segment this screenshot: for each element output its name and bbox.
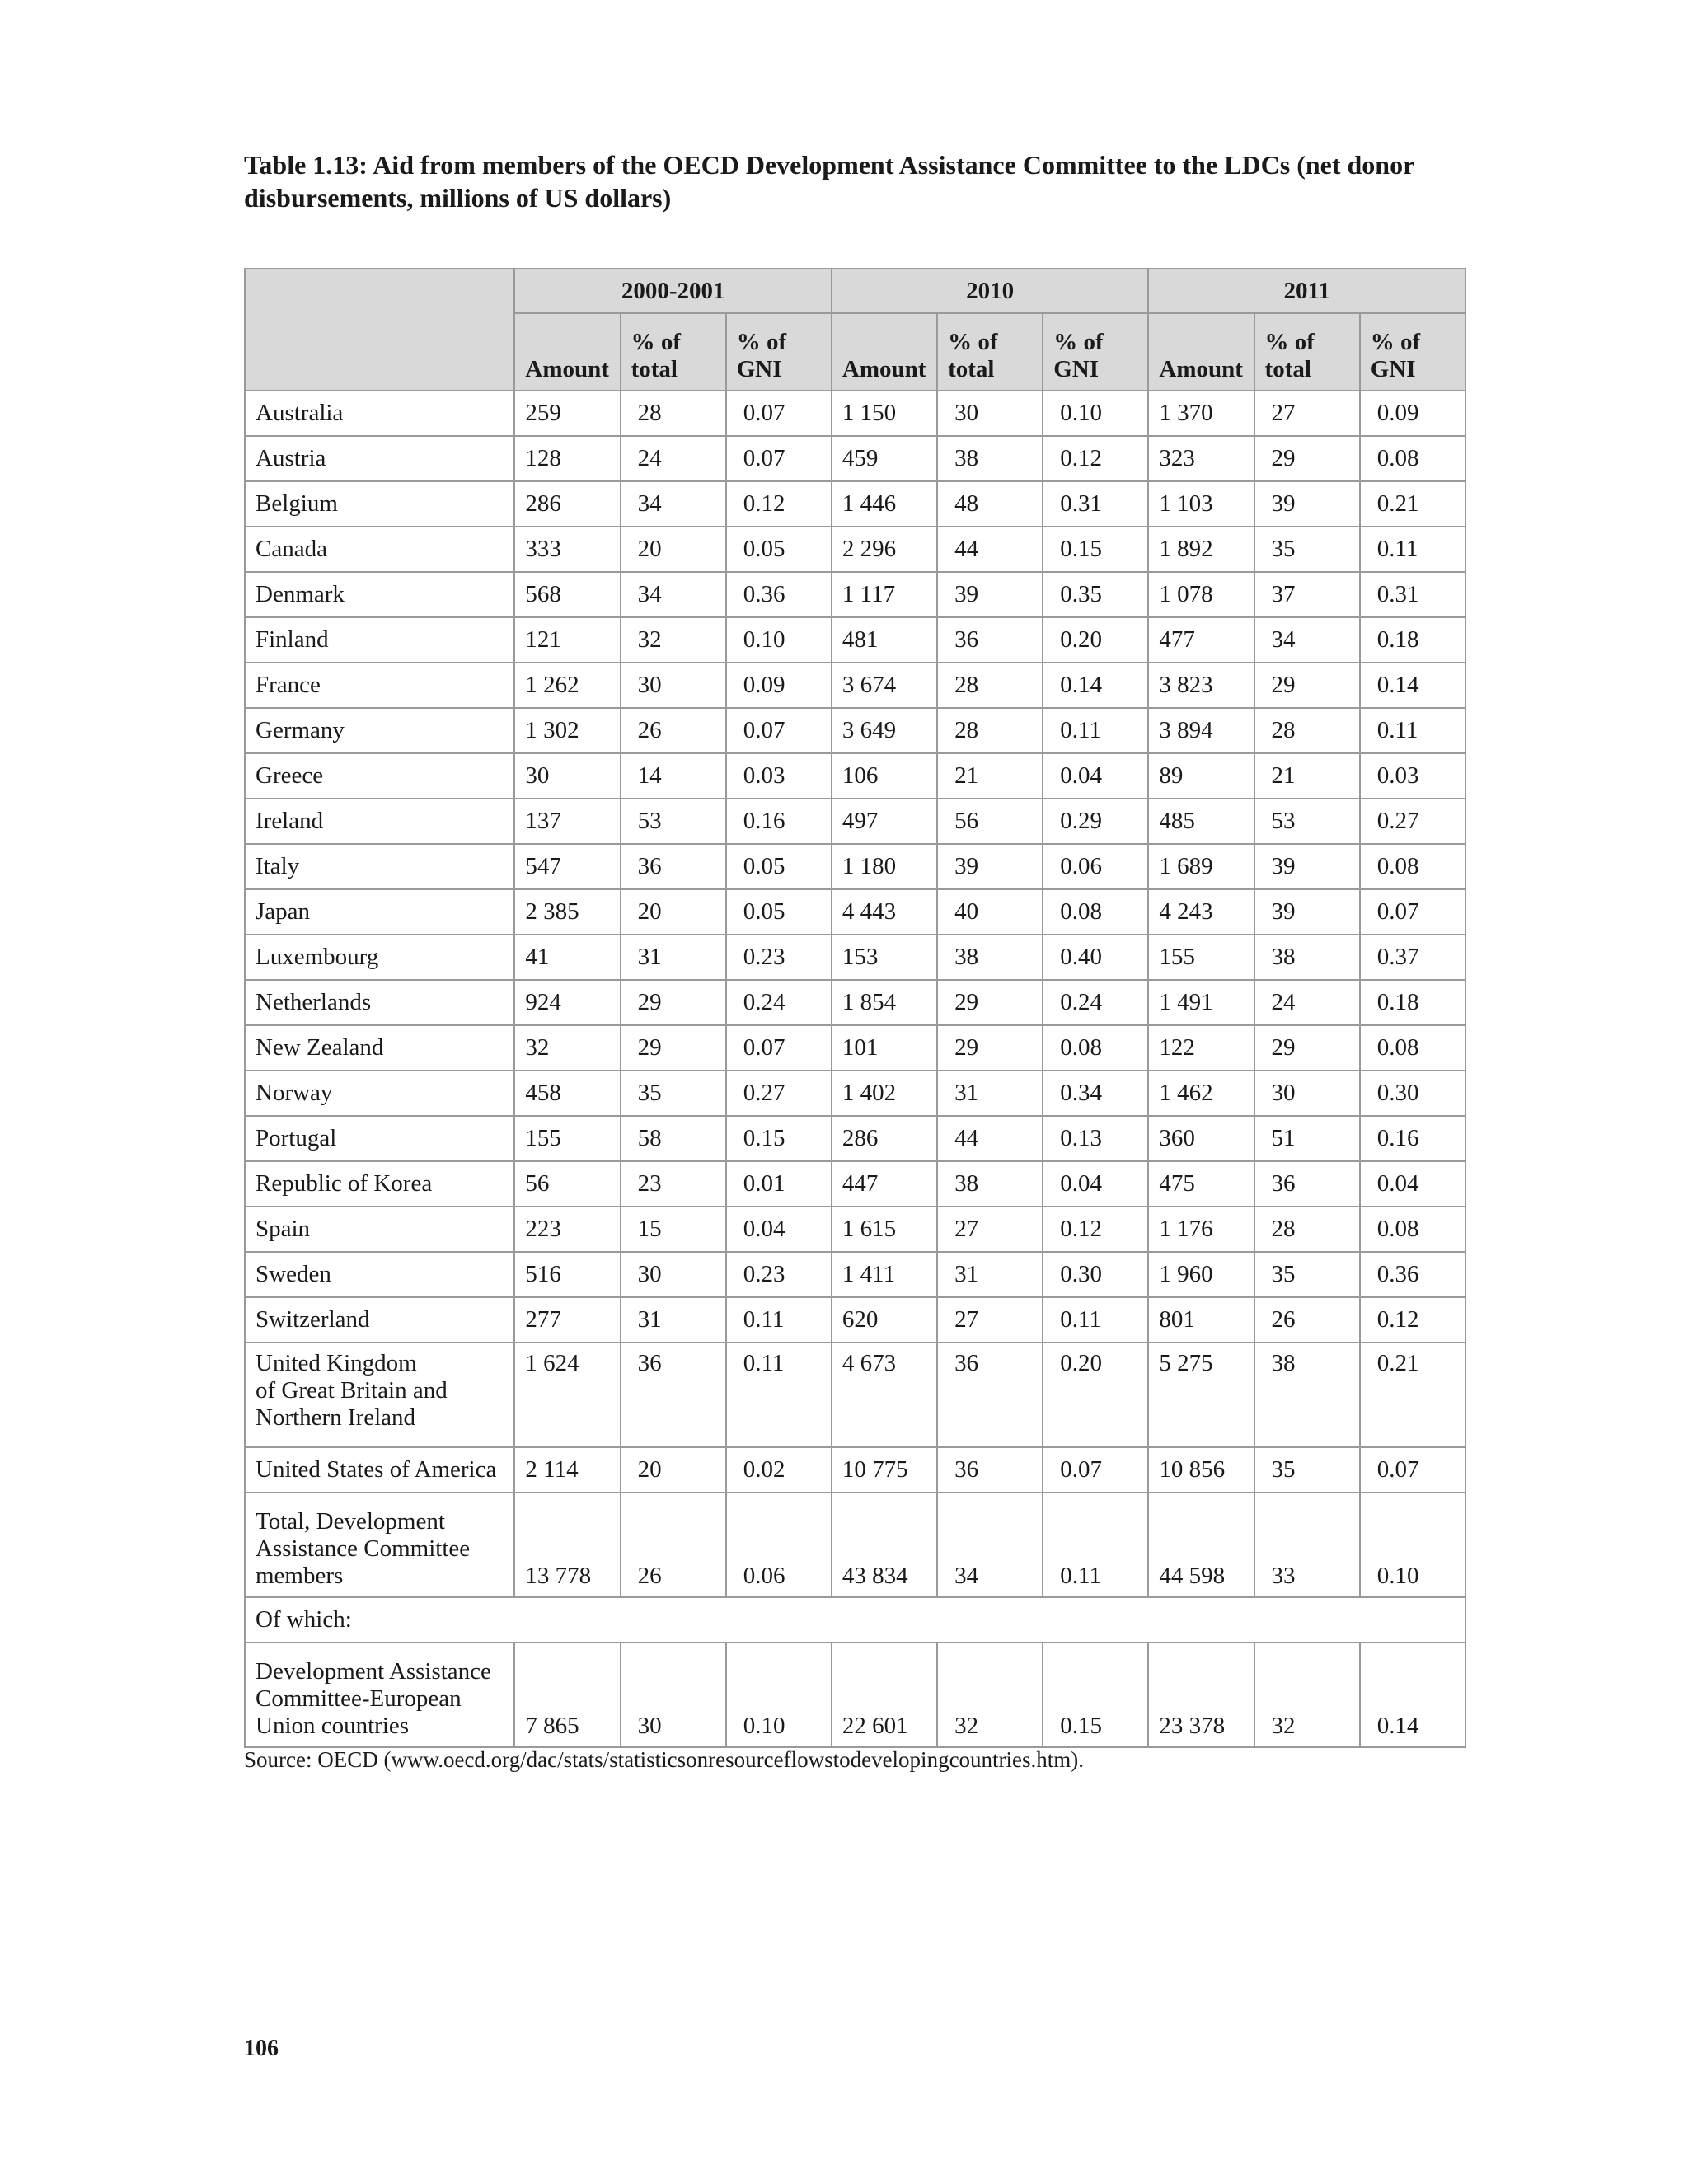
value-cell: 51	[1254, 1116, 1360, 1161]
value-cell: 0.30	[1043, 1252, 1148, 1297]
value-cell: 48	[937, 481, 1043, 527]
table-row	[245, 753, 1465, 799]
value-cell: 153	[832, 935, 937, 980]
value-cell: 0.01	[726, 1161, 832, 1207]
value-cell: 620	[832, 1297, 937, 1343]
value-cell: 38	[937, 436, 1043, 481]
value-cell: 56	[937, 799, 1043, 844]
value-cell: 0.11	[726, 1343, 832, 1447]
value-cell: 27	[1254, 391, 1360, 436]
value-cell: 0.11	[1360, 527, 1465, 572]
value-cell: 30	[621, 663, 726, 708]
country-cell: Austria	[245, 436, 514, 481]
value-cell: 0.37	[1360, 935, 1465, 980]
value-cell: 30	[1254, 1071, 1360, 1116]
value-cell: 13 778	[514, 1493, 620, 1597]
table-row	[245, 617, 1465, 663]
value-cell: 38	[937, 1161, 1043, 1207]
value-cell: 10 775	[832, 1447, 937, 1493]
value-cell: 0.03	[726, 753, 832, 799]
country-cell: Belgium	[245, 481, 514, 527]
value-cell: 44	[937, 527, 1043, 572]
aid-table	[244, 268, 1466, 1748]
value-cell: 20	[621, 1447, 726, 1493]
value-cell: 0.34	[1043, 1071, 1148, 1116]
value-cell: 21	[1254, 753, 1360, 799]
value-cell: 0.09	[1360, 391, 1465, 436]
value-cell: 21	[937, 753, 1043, 799]
value-cell: 485	[1148, 799, 1254, 844]
value-cell: 44 598	[1148, 1493, 1254, 1597]
value-cell: 0.05	[726, 889, 832, 935]
of-which-label: Of which:	[245, 1597, 1465, 1643]
of-which-row	[245, 1597, 1465, 1643]
value-cell: 0.08	[1360, 436, 1465, 481]
value-cell: 0.31	[1043, 481, 1148, 527]
value-cell: 0.20	[1043, 617, 1148, 663]
country-cell: Canada	[245, 527, 514, 572]
table-row	[245, 1297, 1465, 1343]
value-cell: 0.18	[1360, 980, 1465, 1025]
value-cell: 34	[621, 572, 726, 617]
country-cell: Republic of Korea	[245, 1161, 514, 1207]
country-cell: United States of America	[245, 1447, 514, 1493]
value-cell: 23	[621, 1161, 726, 1207]
value-cell: 0.08	[1360, 844, 1465, 889]
value-cell: 0.14	[1043, 663, 1148, 708]
value-cell: 5 275	[1148, 1343, 1254, 1447]
value-cell: 0.15	[726, 1116, 832, 1161]
value-cell: 0.05	[726, 527, 832, 572]
value-cell: 22 601	[832, 1643, 937, 1747]
period-header: 2010	[832, 269, 1148, 313]
value-cell: 458	[514, 1071, 620, 1116]
value-cell: 137	[514, 799, 620, 844]
value-cell: 0.12	[1043, 1207, 1148, 1252]
value-cell: 36	[621, 1343, 726, 1447]
value-cell: 0.08	[1360, 1207, 1465, 1252]
value-cell: 360	[1148, 1116, 1254, 1161]
table-row	[245, 391, 1465, 436]
table-row	[245, 844, 1465, 889]
subheader: % of total	[1254, 313, 1360, 391]
value-cell: 0.24	[1043, 980, 1148, 1025]
table-row	[245, 1207, 1465, 1252]
country-cell: Finland	[245, 617, 514, 663]
value-cell: 4 443	[832, 889, 937, 935]
value-cell: 0.10	[726, 617, 832, 663]
value-cell: 30	[937, 391, 1043, 436]
value-cell: 0.07	[726, 708, 832, 753]
value-cell: 2 114	[514, 1447, 620, 1493]
value-cell: 39	[1254, 889, 1360, 935]
value-cell: 0.04	[1043, 1161, 1148, 1207]
value-cell: 259	[514, 391, 620, 436]
value-cell: 0.30	[1360, 1071, 1465, 1116]
value-cell: 29	[937, 980, 1043, 1025]
value-cell: 0.15	[1043, 1643, 1148, 1747]
table-row	[245, 481, 1465, 527]
value-cell: 0.21	[1360, 481, 1465, 527]
value-cell: 0.16	[726, 799, 832, 844]
value-cell: 286	[832, 1116, 937, 1161]
value-cell: 0.08	[1043, 1025, 1148, 1071]
value-cell: 4 243	[1148, 889, 1254, 935]
value-cell: 1 103	[1148, 481, 1254, 527]
value-cell: 3 823	[1148, 663, 1254, 708]
value-cell: 27	[937, 1207, 1043, 1252]
value-cell: 0.04	[726, 1207, 832, 1252]
table-row	[245, 1252, 1465, 1297]
value-cell: 39	[937, 844, 1043, 889]
value-cell: 32	[1254, 1643, 1360, 1747]
value-cell: 1 960	[1148, 1252, 1254, 1297]
value-cell: 29	[1254, 1025, 1360, 1071]
value-cell: 29	[621, 980, 726, 1025]
value-cell: 0.23	[726, 935, 832, 980]
value-cell: 0.13	[1043, 1116, 1148, 1161]
table-row	[245, 1447, 1465, 1493]
value-cell: 29	[937, 1025, 1043, 1071]
eu-row	[245, 1643, 1465, 1747]
country-cell: New Zealand	[245, 1025, 514, 1071]
value-cell: 24	[621, 436, 726, 481]
value-cell: 1 302	[514, 708, 620, 753]
value-cell: 0.24	[726, 980, 832, 1025]
value-cell: 0.07	[726, 436, 832, 481]
value-cell: 0.16	[1360, 1116, 1465, 1161]
value-cell: 1 854	[832, 980, 937, 1025]
value-cell: 3 894	[1148, 708, 1254, 753]
value-cell: 14	[621, 753, 726, 799]
value-cell: 29	[1254, 663, 1360, 708]
value-cell: 29	[621, 1025, 726, 1071]
value-cell: 801	[1148, 1297, 1254, 1343]
value-cell: 43 834	[832, 1493, 937, 1597]
country-header-cell	[245, 269, 514, 391]
value-cell: 31	[937, 1071, 1043, 1116]
table-row	[245, 1071, 1465, 1116]
country-cell: Portugal	[245, 1116, 514, 1161]
value-cell: 1 624	[514, 1343, 620, 1447]
subheader: Amount	[832, 313, 937, 391]
country-cell: Spain	[245, 1207, 514, 1252]
value-cell: 547	[514, 844, 620, 889]
value-cell: 39	[1254, 481, 1360, 527]
subheader: % of GNI	[1360, 313, 1465, 391]
value-cell: 0.12	[726, 481, 832, 527]
value-cell: 0.14	[1360, 1643, 1465, 1747]
value-cell: 35	[1254, 1252, 1360, 1297]
table-row	[245, 1343, 1465, 1447]
country-cell: Luxembourg	[245, 935, 514, 980]
value-cell: 155	[514, 1116, 620, 1161]
value-cell: 1 462	[1148, 1071, 1254, 1116]
value-cell: 0.21	[1360, 1343, 1465, 1447]
value-cell: 1 176	[1148, 1207, 1254, 1252]
value-cell: 155	[1148, 935, 1254, 980]
value-cell: 0.08	[1360, 1025, 1465, 1071]
value-cell: 1 892	[1148, 527, 1254, 572]
value-cell: 35	[621, 1071, 726, 1116]
table-row	[245, 572, 1465, 617]
value-cell: 0.11	[1360, 708, 1465, 753]
value-cell: 1 615	[832, 1207, 937, 1252]
value-cell: 0.11	[726, 1297, 832, 1343]
value-cell: 0.11	[1043, 708, 1148, 753]
value-cell: 121	[514, 617, 620, 663]
value-cell: 32	[514, 1025, 620, 1071]
value-cell: 286	[514, 481, 620, 527]
value-cell: 3 649	[832, 708, 937, 753]
value-cell: 568	[514, 572, 620, 617]
value-cell: 31	[621, 1297, 726, 1343]
value-cell: 31	[937, 1252, 1043, 1297]
value-cell: 36	[937, 1447, 1043, 1493]
table-row	[245, 1025, 1465, 1071]
value-cell: 122	[1148, 1025, 1254, 1071]
value-cell: 39	[1254, 844, 1360, 889]
value-cell: 53	[621, 799, 726, 844]
value-cell: 0.20	[1043, 1343, 1148, 1447]
value-cell: 477	[1148, 617, 1254, 663]
value-cell: 0.36	[1360, 1252, 1465, 1297]
country-cell: Greece	[245, 753, 514, 799]
value-cell: 128	[514, 436, 620, 481]
value-cell: 1 370	[1148, 391, 1254, 436]
value-cell: 516	[514, 1252, 620, 1297]
value-cell: 36	[937, 1343, 1043, 1447]
value-cell: 23 378	[1148, 1643, 1254, 1747]
value-cell: 2 296	[832, 527, 937, 572]
total-row	[245, 1493, 1465, 1597]
value-cell: 26	[621, 1493, 726, 1597]
value-cell: 0.04	[1360, 1161, 1465, 1207]
value-cell: 0.07	[1360, 1447, 1465, 1493]
value-cell: 924	[514, 980, 620, 1025]
value-cell: 26	[621, 708, 726, 753]
value-cell: 0.05	[726, 844, 832, 889]
value-cell: 32	[937, 1643, 1043, 1747]
table-row	[245, 436, 1465, 481]
value-cell: 30	[621, 1252, 726, 1297]
value-cell: 56	[514, 1161, 620, 1207]
value-cell: 0.29	[1043, 799, 1148, 844]
subheader: % of total	[937, 313, 1043, 391]
value-cell: 89	[1148, 753, 1254, 799]
value-cell: 35	[1254, 1447, 1360, 1493]
value-cell: 0.08	[1043, 889, 1148, 935]
country-cell: Japan	[245, 889, 514, 935]
table-row	[245, 708, 1465, 753]
country-cell: Germany	[245, 708, 514, 753]
value-cell: 481	[832, 617, 937, 663]
value-cell: 0.23	[726, 1252, 832, 1297]
country-cell: Norway	[245, 1071, 514, 1116]
value-cell: 0.10	[1360, 1493, 1465, 1597]
value-cell: 0.18	[1360, 617, 1465, 663]
value-cell: 497	[832, 799, 937, 844]
value-cell: 7 865	[514, 1643, 620, 1747]
value-cell: 0.03	[1360, 753, 1465, 799]
value-cell: 1 150	[832, 391, 937, 436]
value-cell: 34	[937, 1493, 1043, 1597]
value-cell: 0.09	[726, 663, 832, 708]
value-cell: 101	[832, 1025, 937, 1071]
value-cell: 0.10	[1043, 391, 1148, 436]
country-cell: Ireland	[245, 799, 514, 844]
value-cell: 475	[1148, 1161, 1254, 1207]
country-cell: Denmark	[245, 572, 514, 617]
value-cell: 38	[1254, 1343, 1360, 1447]
period-header: 2011	[1148, 269, 1465, 313]
value-cell: 0.15	[1043, 527, 1148, 572]
value-cell: 323	[1148, 436, 1254, 481]
value-cell: 44	[937, 1116, 1043, 1161]
value-cell: 34	[1254, 617, 1360, 663]
value-cell: 459	[832, 436, 937, 481]
table-row	[245, 980, 1465, 1025]
value-cell: 0.27	[726, 1071, 832, 1116]
value-cell: 277	[514, 1297, 620, 1343]
value-cell: 33	[1254, 1493, 1360, 1597]
table-body	[245, 391, 1465, 1747]
period-header-row	[245, 269, 1465, 313]
subheader: Amount	[514, 313, 620, 391]
value-cell: 0.14	[1360, 663, 1465, 708]
page-title: Table 1.13: Aid from members of the OECD Development Assistance Committee to the LDCs (net donor disbursements, millions of US dollars)	[244, 150, 1414, 213]
subheader: Amount	[1148, 313, 1254, 391]
row-label-cell: Total, Development Assistance Committee members	[245, 1493, 514, 1597]
value-cell: 0.07	[1360, 889, 1465, 935]
value-cell: 40	[937, 889, 1043, 935]
value-cell: 28	[937, 663, 1043, 708]
value-cell: 0.04	[1043, 753, 1148, 799]
value-cell: 26	[1254, 1297, 1360, 1343]
subheader: % of GNI	[1043, 313, 1148, 391]
subheader: % of total	[621, 313, 726, 391]
value-cell: 0.07	[1043, 1447, 1148, 1493]
table-row	[245, 1161, 1465, 1207]
table-row	[245, 799, 1465, 844]
value-cell: 28	[621, 391, 726, 436]
value-cell: 24	[1254, 980, 1360, 1025]
value-cell: 10 856	[1148, 1447, 1254, 1493]
value-cell: 1 411	[832, 1252, 937, 1297]
country-cell: United Kingdom of Great Britain and Northern Ireland	[245, 1343, 514, 1447]
value-cell: 0.06	[1043, 844, 1148, 889]
country-cell: Switzerland	[245, 1297, 514, 1343]
value-cell: 30	[514, 753, 620, 799]
value-cell: 0.36	[726, 572, 832, 617]
value-cell: 0.11	[1043, 1297, 1148, 1343]
value-cell: 28	[937, 708, 1043, 753]
value-cell: 15	[621, 1207, 726, 1252]
value-cell: 0.31	[1360, 572, 1465, 617]
page-number: 106	[244, 2036, 279, 2061]
value-cell: 0.35	[1043, 572, 1148, 617]
table-row	[245, 1116, 1465, 1161]
value-cell: 4 673	[832, 1343, 937, 1447]
value-cell: 0.06	[726, 1493, 832, 1597]
value-cell: 41	[514, 935, 620, 980]
value-cell: 1 117	[832, 572, 937, 617]
table-row	[245, 663, 1465, 708]
value-cell: 38	[937, 935, 1043, 980]
value-cell: 58	[621, 1116, 726, 1161]
value-cell: 0.27	[1360, 799, 1465, 844]
value-cell: 1 180	[832, 844, 937, 889]
country-cell: Sweden	[245, 1252, 514, 1297]
value-cell: 0.12	[1360, 1297, 1465, 1343]
period-header: 2000-2001	[514, 269, 832, 313]
value-cell: 27	[937, 1297, 1043, 1343]
value-cell: 0.07	[726, 391, 832, 436]
value-cell: 0.02	[726, 1447, 832, 1493]
value-cell: 3 674	[832, 663, 937, 708]
value-cell: 0.12	[1043, 436, 1148, 481]
value-cell: 2 385	[514, 889, 620, 935]
value-cell: 36	[621, 844, 726, 889]
value-cell: 34	[621, 481, 726, 527]
value-cell: 106	[832, 753, 937, 799]
value-cell: 28	[1254, 1207, 1360, 1252]
value-cell: 1 446	[832, 481, 937, 527]
value-cell: 35	[1254, 527, 1360, 572]
value-cell: 1 689	[1148, 844, 1254, 889]
value-cell: 1 078	[1148, 572, 1254, 617]
row-label-cell: Development Assistance Committee-European Union countries	[245, 1643, 514, 1747]
value-cell: 1 262	[514, 663, 620, 708]
table-row	[245, 527, 1465, 572]
country-cell: Netherlands	[245, 980, 514, 1025]
subheader: % of GNI	[726, 313, 832, 391]
value-cell: 1 402	[832, 1071, 937, 1116]
country-cell: Italy	[245, 844, 514, 889]
country-cell: Australia	[245, 391, 514, 436]
table-row	[245, 935, 1465, 980]
value-cell: 36	[937, 617, 1043, 663]
value-cell: 36	[1254, 1161, 1360, 1207]
source-note: Source: OECD (www.oecd.org/dac/stats/statisticsonresourceflowstodevelopingcountries.htm).	[244, 1747, 1085, 1772]
value-cell: 20	[621, 889, 726, 935]
value-cell: 37	[1254, 572, 1360, 617]
value-cell: 0.07	[726, 1025, 832, 1071]
value-cell: 39	[937, 572, 1043, 617]
value-cell: 223	[514, 1207, 620, 1252]
value-cell: 1 491	[1148, 980, 1254, 1025]
value-cell: 53	[1254, 799, 1360, 844]
value-cell: 32	[621, 617, 726, 663]
value-cell: 333	[514, 527, 620, 572]
value-cell: 0.11	[1043, 1493, 1148, 1597]
value-cell: 0.40	[1043, 935, 1148, 980]
value-cell: 31	[621, 935, 726, 980]
value-cell: 38	[1254, 935, 1360, 980]
table-row	[245, 889, 1465, 935]
country-cell: France	[245, 663, 514, 708]
value-cell: 29	[1254, 436, 1360, 481]
value-cell: 447	[832, 1161, 937, 1207]
value-cell: 0.10	[726, 1643, 832, 1747]
value-cell: 20	[621, 527, 726, 572]
value-cell: 30	[621, 1643, 726, 1747]
value-cell: 28	[1254, 708, 1360, 753]
